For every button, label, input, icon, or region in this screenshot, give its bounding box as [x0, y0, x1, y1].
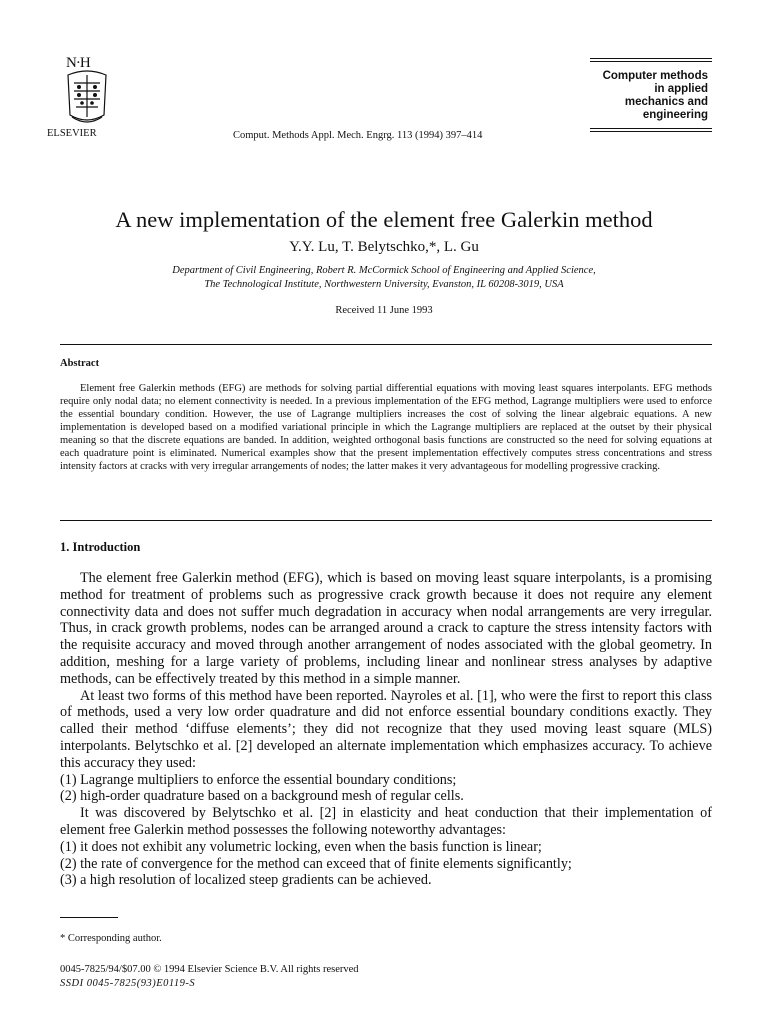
journal-rule-bottom	[590, 128, 712, 132]
logo-text: N·H	[66, 55, 90, 71]
publisher-logo	[52, 55, 122, 135]
abstract-heading: Abstract	[60, 358, 100, 369]
received-date: Received 11 June 1993	[335, 305, 433, 316]
introduction-body	[60, 570, 712, 889]
footnote: * Corresponding author.	[60, 933, 162, 944]
list-item: (1) Lagrange multipliers to enforce the essential boundary conditions;	[60, 771, 457, 788]
footnote-rule	[60, 917, 118, 918]
journal-title-line: mechanics and	[624, 96, 708, 108]
article-title: A new implementation of the element free Galerkin method	[115, 207, 653, 232]
abstract-text: Element free Galerkin methods (EFG) are methods for solving partial differential equations with moving least squares interpolants. EFG methods require only nodal data; no element connectivity is needed. In a previous implementation of the EFG method, Lagrange multipliers were used to enforce the essential boundary condition. However, the use of Lagrange multipliers increases the cost of solving the linear algebraic equations. A new implementation is developed based on a modified variational principle in which the Lagrange multipliers are replaced at the outset by their physical meaning so that the discrete equations are banded. In addition, weighted orthogonal basis functions are constructed so the need for solving equations at each quadrature point is eliminated. Numerical examples show that the present implementation effectively computes stress concentrations and stress intensity factors at cracks with very irregular arrangements of nodes; the latter makes it very advantageous for modelling progressive cracking.	[60, 383, 712, 472]
journal-title-line: in applied	[654, 83, 708, 95]
ssdi-line: SSDI 0045-7825(93)E0119-S	[60, 978, 196, 989]
journal-title-line: Computer methods	[602, 70, 708, 82]
publisher-name: ELSEVIER	[47, 128, 97, 139]
article-authors: Y.Y. Lu, T. Belytschko,*, L. Gu	[289, 239, 479, 255]
list-item: (1) it does not exhibit any volumetric locking, even when the basis function is linear;	[60, 838, 542, 855]
list-item: (2) the rate of convergence for the method can exceed that of finite elements significantly;	[60, 855, 572, 872]
journal-title-line: engineering	[642, 109, 708, 121]
journal-title	[590, 62, 712, 128]
paragraph: It was discovered by Belytschko et al. [2] in elasticity and heat conduction that their implementation of element free Galerkin method possesses the following noteworthy advantages:	[60, 805, 712, 838]
journal-title-box	[590, 58, 712, 132]
journal-citation: Comput. Methods Appl. Mech. Engrg. 113 (1994) 397–414	[233, 130, 483, 141]
affiliation-line-1: Department of Civil Engineering, Robert R. McCormick School of Engineering and Applied Science,	[172, 265, 596, 276]
paragraph: At least two forms of this method have been reported. Nayroles et al. [1], who were the first to report this class of methods, used a very low order quadrature and did not enforce essential boundary conditions exactly. They called their method ‘diffuse elements’; they did not recognize that they used moving least square (MLS) interpolants. Belytschko et al. [2] developed an alternate implementation which emphasizes accuracy. To achieve this accuracy they used:	[60, 687, 712, 771]
abstract-top-rule	[60, 344, 712, 345]
affiliation-line-2: The Technological Institute, Northwestern University, Evanston, IL 60208-3019, USA	[204, 279, 564, 290]
paragraph: The element free Galerkin method (EFG), which is based on moving least square interpolants, is a promising method for treatment of problems such as progressive crack growth because it does not require any element connectivity data and does not suffer much degradation in accuracy when nodal arrangements are very irregular. Thus, in crack growth problems, nodes can be arranged around a crack to capture the stress intensity factors with the requisite accuracy and moved through another arrangement of nodes associated with the global geometry. In addition, meshing for a large variety of problems, including linear and nonlinear stress analyses by adaptive methods, can be effectively treated by this method in a simple manner.	[60, 570, 712, 687]
list-item: (2) high-order quadrature based on a background mesh of regular cells.	[60, 788, 464, 805]
copyright-line: 0045-7825/94/$07.00 © 1994 Elsevier Science B.V. All rights reserved	[60, 964, 359, 975]
section-heading-introduction: 1. Introduction	[60, 540, 141, 554]
abstract-bottom-rule	[60, 520, 712, 521]
list-item: (3) a high resolution of localized steep gradients can be achieved.	[60, 872, 432, 889]
